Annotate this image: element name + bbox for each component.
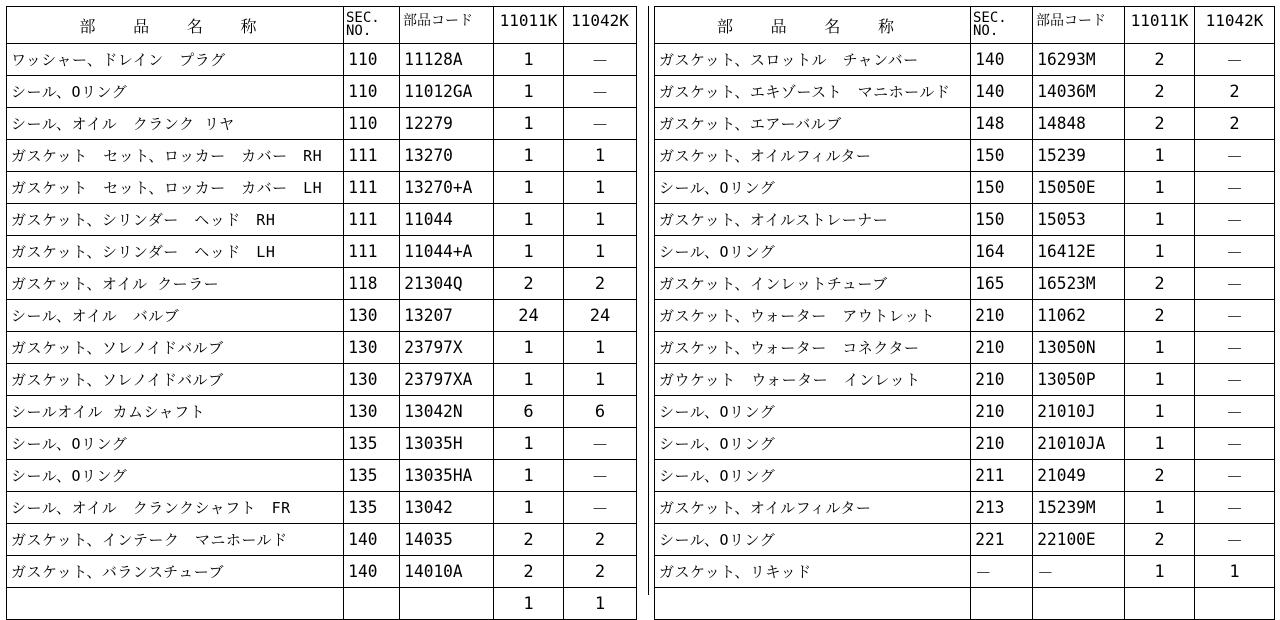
part-code-cell: 16293M: [1033, 44, 1120, 76]
center-divider: [648, 6, 649, 595]
sec-no-cell: 118: [344, 268, 397, 300]
part-name-cell: ガスケット、スロットル チャンバー: [655, 44, 971, 76]
part-name-cell: シール、オイル バルブ: [7, 300, 344, 332]
qty-11042k-cell: 1: [564, 364, 637, 396]
table-row: [655, 76, 1275, 108]
qty-11042k-cell: －: [564, 492, 637, 524]
table-row: [7, 588, 637, 620]
header-part-name: 部 品 名 称: [655, 7, 971, 44]
part-code-cell: 11044: [400, 204, 489, 236]
qty-11042k-cell: －: [1195, 140, 1275, 172]
sec-no-cell: 110: [344, 44, 397, 76]
qty-11042k-cell: －: [1195, 236, 1275, 268]
part-code-cell: 11044+A: [400, 236, 489, 268]
part-name-cell: ガスケット、ソレノイドバルブ: [7, 332, 344, 364]
part-code-cell: 12279: [400, 108, 489, 140]
qty-11011k-cell: 2: [494, 556, 564, 588]
qty-11011k-cell: 1: [494, 428, 564, 460]
qty-11011k-cell: 1: [1125, 428, 1195, 460]
part-name-cell: シール、オイル クランク リヤ: [7, 108, 344, 140]
qty-11011k-cell: 1: [494, 364, 564, 396]
part-code-cell: 15053: [1033, 204, 1120, 236]
qty-11011k-cell: 6: [494, 396, 564, 428]
header-sec-no: SEC. NO.: [971, 7, 1033, 44]
sec-no-cell: 135: [344, 492, 397, 524]
table-row: [7, 364, 637, 396]
sec-no-cell: 111: [344, 204, 397, 236]
qty-11042k-cell: －: [564, 108, 637, 140]
part-code-cell: 11062: [1033, 300, 1120, 332]
sec-no-cell: 135: [344, 460, 397, 492]
qty-11011k-cell: 1: [494, 140, 564, 172]
qty-11011k-cell: 1: [494, 172, 564, 204]
sec-no-cell: 130: [344, 396, 397, 428]
part-code-cell: 13042: [400, 492, 489, 524]
qty-11011k-cell: 1: [494, 204, 564, 236]
header-row: [7, 7, 637, 44]
table-row: [7, 172, 637, 204]
part-code-cell: 13207: [400, 300, 489, 332]
parts-table-right: [654, 6, 1275, 620]
table-row: [7, 300, 637, 332]
part-name-cell: シール、Oリング: [655, 524, 971, 556]
sec-no-cell: 150: [971, 172, 1030, 204]
sec-no-cell: 210: [971, 332, 1030, 364]
qty-11042k-cell: 2: [1195, 108, 1275, 140]
qty-11011k-cell: 2: [1125, 108, 1195, 140]
qty-11042k-cell: －: [1195, 300, 1275, 332]
table-row: [7, 492, 637, 524]
qty-11042k-cell: －: [1195, 396, 1275, 428]
qty-11042k-cell: 2: [564, 524, 637, 556]
part-name-cell: シール、Oリング: [655, 396, 971, 428]
qty-11011k-cell: 1: [494, 492, 564, 524]
sec-no-cell: 210: [971, 364, 1030, 396]
part-name-cell: ガスケット、リキッド: [655, 556, 971, 588]
sec-no-cell: 210: [971, 300, 1030, 332]
part-name-cell: ガスケット セット、ロッカー カバー RH: [7, 140, 344, 172]
qty-11011k-cell: 1: [1125, 140, 1195, 172]
part-code-cell: 23797X: [400, 332, 489, 364]
part-code-cell: 23797XA: [400, 364, 489, 396]
header-sec-no: SEC. NO.: [344, 7, 400, 44]
part-name-cell: ガスケット、インテーク マニホールド: [7, 524, 344, 556]
part-code-cell: 16412E: [1033, 236, 1120, 268]
part-code-cell: 15239M: [1033, 492, 1120, 524]
part-name-cell: ガウケット ウォーター インレット: [655, 364, 971, 396]
part-name-cell: ガスケット、シリンダー ヘッド LH: [7, 236, 344, 268]
table-row: [655, 428, 1275, 460]
qty-11011k-cell: 2: [494, 268, 564, 300]
sec-no-cell: 148: [971, 108, 1030, 140]
table-row: [655, 236, 1275, 268]
qty-11042k-cell: －: [1195, 364, 1275, 396]
part-code-cell: [400, 588, 489, 620]
qty-11042k-cell: 1: [564, 140, 637, 172]
sec-no-cell: 130: [344, 364, 397, 396]
parts-table-left: [6, 6, 637, 620]
table-row: [655, 204, 1275, 236]
table-row: [655, 460, 1275, 492]
part-code-cell: 11012GA: [400, 76, 489, 108]
qty-11011k-cell: [1125, 588, 1195, 620]
qty-11042k-cell: －: [1195, 44, 1275, 76]
part-name-cell: ガスケット、インレットチューブ: [655, 268, 971, 300]
sec-no-cell: 164: [971, 236, 1030, 268]
sec-no-cell: 150: [971, 140, 1030, 172]
qty-11011k-cell: 2: [1125, 76, 1195, 108]
qty-11042k-cell: －: [564, 44, 637, 76]
part-name-cell: ガスケット、ウォーター アウトレット: [655, 300, 971, 332]
table-row: [7, 524, 637, 556]
part-name-cell: シール、Oリング: [655, 460, 971, 492]
part-name-cell: ガスケット、シリンダー ヘッド RH: [7, 204, 344, 236]
qty-11011k-cell: 1: [494, 588, 564, 620]
sec-no-cell: 213: [971, 492, 1030, 524]
sec-no-cell: －: [971, 556, 1030, 588]
qty-11011k-cell: 1: [494, 76, 564, 108]
qty-11011k-cell: 1: [1125, 236, 1195, 268]
sec-no-cell: 110: [344, 108, 397, 140]
part-name-cell: シール、Oリング: [7, 460, 344, 492]
sec-no-cell: 110: [344, 76, 397, 108]
qty-11042k-cell: 6: [564, 396, 637, 428]
part-code-cell: 15239: [1033, 140, 1120, 172]
sec-no-cell: 140: [971, 44, 1030, 76]
qty-11011k-cell: 1: [494, 460, 564, 492]
header-row: [655, 7, 1275, 44]
sec-no-cell: 221: [971, 524, 1030, 556]
qty-11011k-cell: 2: [494, 524, 564, 556]
part-code-cell: 11128A: [400, 44, 489, 76]
qty-11042k-cell: －: [1195, 428, 1275, 460]
qty-11042k-cell: －: [1195, 460, 1275, 492]
table-row: [655, 140, 1275, 172]
qty-11011k-cell: 1: [494, 236, 564, 268]
qty-11011k-cell: 1: [494, 44, 564, 76]
qty-11011k-cell: 2: [1125, 524, 1195, 556]
sec-no-cell: 140: [344, 524, 397, 556]
table-row: [7, 460, 637, 492]
qty-11042k-cell: 1: [564, 236, 637, 268]
part-name-cell: ワッシャー、ドレイン プラグ: [7, 44, 344, 76]
part-name-cell: ガスケット、オイル クーラー: [7, 268, 344, 300]
part-name-cell: シール、Oリング: [7, 428, 344, 460]
qty-11042k-cell: －: [564, 460, 637, 492]
qty-11011k-cell: 1: [1125, 204, 1195, 236]
part-name-cell: ガスケット、エアーバルブ: [655, 108, 971, 140]
part-name-cell: シール、Oリング: [655, 428, 971, 460]
part-code-cell: 21010JA: [1033, 428, 1120, 460]
part-code-cell: －: [1033, 556, 1120, 588]
table-row: [655, 172, 1275, 204]
qty-11011k-cell: 1: [1125, 556, 1195, 588]
table-row: [655, 556, 1275, 588]
part-name-cell: シール、オイル クランクシャフト FR: [7, 492, 344, 524]
qty-11042k-cell: 24: [564, 300, 637, 332]
qty-11042k-cell: －: [564, 428, 637, 460]
part-name-cell: ガスケット、エキゾースト マニホールド: [655, 76, 971, 108]
sec-no-cell: 111: [344, 236, 397, 268]
qty-11011k-cell: 1: [494, 332, 564, 364]
part-code-cell: 21049: [1033, 460, 1120, 492]
part-code-cell: 14010A: [400, 556, 489, 588]
part-code-cell: 16523M: [1033, 268, 1120, 300]
sec-no-cell: 210: [971, 428, 1030, 460]
header-col-11011k: 11011K: [494, 7, 564, 44]
part-name-cell: ガスケット、ソレノイドバルブ: [7, 364, 344, 396]
qty-11042k-cell: 2: [1195, 76, 1275, 108]
table-row: [7, 268, 637, 300]
part-code-cell: 14035: [400, 524, 489, 556]
qty-11042k-cell: 1: [564, 172, 637, 204]
table-row: [7, 332, 637, 364]
part-code-cell: 13050N: [1033, 332, 1120, 364]
part-code-cell: 13035HA: [400, 460, 489, 492]
sec-no-cell: [971, 588, 1030, 620]
part-name-cell: シール、Oリング: [655, 236, 971, 268]
part-name-cell: シールオイル カムシャフト: [7, 396, 344, 428]
part-name-cell: ガスケット、バランスチューブ: [7, 556, 344, 588]
qty-11011k-cell: 1: [1125, 396, 1195, 428]
part-name-cell: ガスケット、オイルフィルター: [655, 140, 971, 172]
sec-no-cell: 135: [344, 428, 397, 460]
part-code-cell: 14848: [1033, 108, 1120, 140]
qty-11042k-cell: －: [1195, 332, 1275, 364]
part-code-cell: 22100E: [1033, 524, 1120, 556]
table-row: [7, 204, 637, 236]
header-part-name: 部 品 名 称: [7, 7, 344, 44]
part-name-cell: ガスケット、オイルフィルター: [655, 492, 971, 524]
qty-11011k-cell: 1: [1125, 364, 1195, 396]
qty-11042k-cell: －: [1195, 204, 1275, 236]
table-row: [655, 332, 1275, 364]
qty-11011k-cell: 24: [494, 300, 564, 332]
table-row: [655, 44, 1275, 76]
part-name-cell: ガスケット、オイルストレーナー: [655, 204, 971, 236]
qty-11042k-cell: 1: [564, 332, 637, 364]
qty-11042k-cell: －: [1195, 172, 1275, 204]
header-part-code: 部品コード: [1033, 7, 1125, 44]
qty-11042k-cell: －: [564, 76, 637, 108]
sec-no-cell: 140: [971, 76, 1030, 108]
sec-no-cell: 150: [971, 204, 1030, 236]
header-col-11042k: 11042K: [1195, 7, 1275, 44]
table-row: [7, 556, 637, 588]
qty-11042k-cell: －: [1195, 492, 1275, 524]
table-row: [655, 588, 1275, 620]
sec-no-cell: 210: [971, 396, 1030, 428]
table-row: [7, 428, 637, 460]
part-code-cell: 21010J: [1033, 396, 1120, 428]
sec-no-cell: 140: [344, 556, 397, 588]
table-row: [655, 396, 1275, 428]
table-row: [655, 364, 1275, 396]
qty-11042k-cell: －: [1195, 524, 1275, 556]
part-code-cell: 14036M: [1033, 76, 1120, 108]
part-name-cell: ガスケット セット、ロッカー カバー LH: [7, 172, 344, 204]
part-name-cell: シール、Oリング: [7, 76, 344, 108]
qty-11011k-cell: 1: [1125, 492, 1195, 524]
qty-11011k-cell: 2: [1125, 300, 1195, 332]
table-row: [7, 76, 637, 108]
part-code-cell: 15050E: [1033, 172, 1120, 204]
part-code-cell: 13050P: [1033, 364, 1120, 396]
table-row: [655, 524, 1275, 556]
qty-11011k-cell: 2: [1125, 44, 1195, 76]
sec-no-cell: 130: [344, 332, 397, 364]
table-row: [7, 396, 637, 428]
header-part-code: 部品コード: [400, 7, 494, 44]
qty-11011k-cell: 1: [1125, 172, 1195, 204]
table-row: [7, 108, 637, 140]
table-row: [7, 44, 637, 76]
qty-11042k-cell: 1: [1195, 556, 1275, 588]
header-col-11042k: 11042K: [564, 7, 637, 44]
part-code-cell: [1033, 588, 1120, 620]
part-code-cell: 21304Q: [400, 268, 489, 300]
sec-no-cell: 130: [344, 300, 397, 332]
qty-11011k-cell: 2: [1125, 460, 1195, 492]
part-name-cell: ガスケット、ウォーター コネクター: [655, 332, 971, 364]
part-name-cell: [655, 588, 971, 620]
table-row: [655, 268, 1275, 300]
table-row: [655, 108, 1275, 140]
sec-no-cell: 165: [971, 268, 1030, 300]
sec-no-cell: 111: [344, 172, 397, 204]
sec-no-cell: 111: [344, 140, 397, 172]
header-col-11011k: 11011K: [1125, 7, 1195, 44]
qty-11011k-cell: 1: [1125, 332, 1195, 364]
qty-11011k-cell: 2: [1125, 268, 1195, 300]
qty-11042k-cell: 1: [564, 588, 637, 620]
sec-no-cell: 211: [971, 460, 1030, 492]
qty-11042k-cell: [1195, 588, 1275, 620]
part-code-cell: 13042N: [400, 396, 489, 428]
table-row: [7, 140, 637, 172]
table-row: [655, 300, 1275, 332]
part-code-cell: 13270+A: [400, 172, 489, 204]
qty-11042k-cell: 2: [564, 556, 637, 588]
sec-no-cell: [344, 588, 397, 620]
qty-11011k-cell: 1: [494, 108, 564, 140]
qty-11042k-cell: 1: [564, 204, 637, 236]
table-row: [655, 492, 1275, 524]
part-name-cell: シール、Oリング: [655, 172, 971, 204]
part-code-cell: 13035H: [400, 428, 489, 460]
qty-11042k-cell: 2: [564, 268, 637, 300]
table-row: [7, 236, 637, 268]
part-code-cell: 13270: [400, 140, 489, 172]
part-name-cell: [7, 588, 344, 620]
qty-11042k-cell: －: [1195, 268, 1275, 300]
